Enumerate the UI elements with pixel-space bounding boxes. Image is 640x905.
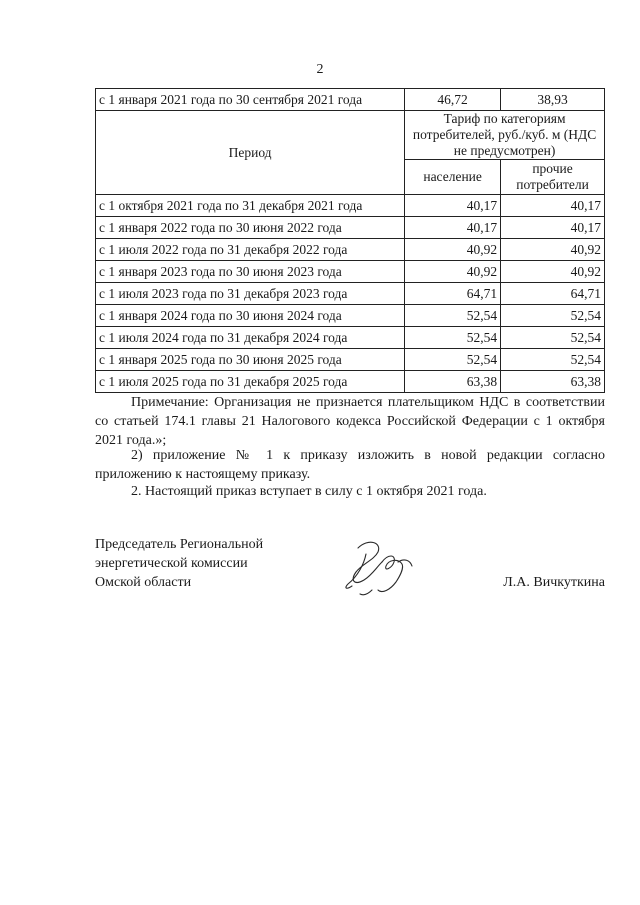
signer-title-line: Председатель Региональной xyxy=(95,537,264,552)
period-cell: с 1 января 2024 года по 30 июня 2024 года xyxy=(96,305,405,327)
table-row xyxy=(96,261,605,283)
other-value: 52,54 xyxy=(501,305,605,327)
period-cell: с 1 января 2022 года по 30 июня 2022 года xyxy=(96,217,405,239)
period-header: Период xyxy=(96,111,405,195)
table-row xyxy=(96,349,605,371)
population-value: 64,71 xyxy=(405,283,501,305)
tariff-table-body xyxy=(96,89,605,195)
table-header-row xyxy=(96,111,605,160)
table-row xyxy=(96,371,605,393)
table-row xyxy=(96,327,605,349)
period-cell: с 1 января 2025 года по 30 июня 2025 года xyxy=(96,349,405,371)
other-value: 40,92 xyxy=(501,261,605,283)
period-cell: с 1 января 2021 года по 30 сентября 2021 года xyxy=(96,89,405,111)
population-value: 46,72 xyxy=(405,89,501,111)
population-value: 40,92 xyxy=(405,239,501,261)
period-cell: с 1 июля 2023 года по 31 декабря 2023 года xyxy=(96,283,405,305)
table-row xyxy=(96,305,605,327)
signer-title-line: Омской области xyxy=(95,575,192,590)
table-row xyxy=(96,283,605,305)
population-value: 63,38 xyxy=(405,371,501,393)
signer-title-line: энергетической комиссии xyxy=(95,556,248,571)
table-row xyxy=(96,239,605,261)
population-value: 40,17 xyxy=(405,217,501,239)
other-value: 38,93 xyxy=(501,89,605,111)
period-cell: с 1 июля 2024 года по 31 декабря 2024 года xyxy=(96,327,405,349)
other-value: 52,54 xyxy=(501,327,605,349)
signature-icon xyxy=(338,532,423,600)
table-row xyxy=(96,217,605,239)
signer-title xyxy=(95,535,263,592)
note-paragraph: Примечание: Организация не признается плательщиком НДС в соответствии со статьей 174.1 главы 21 Налогового кодекса Российской Федерации с 1 октября 2021 года.»; xyxy=(95,395,605,448)
other-value: 52,54 xyxy=(501,349,605,371)
table-row xyxy=(96,89,605,111)
population-value: 52,54 xyxy=(405,305,501,327)
other-value: 63,38 xyxy=(501,371,605,393)
other-value: 40,17 xyxy=(501,217,605,239)
period-cell: с 1 июля 2025 года по 31 декабря 2025 года xyxy=(96,371,405,393)
population-value: 40,92 xyxy=(405,261,501,283)
item-2-paragraph: 2) приложение № 1 к приказу изложить в новой редакции согласно приложению к настоящему приказу. xyxy=(95,448,605,482)
signer-name: Л.А. Вичкуткина xyxy=(503,575,605,590)
tariff-table xyxy=(95,88,605,393)
item-3-paragraph: 2. Настоящий приказ вступает в силу с 1 октября 2021 года. xyxy=(131,484,487,499)
other-header: прочие потребители xyxy=(501,160,605,195)
population-value: 40,17 xyxy=(405,195,501,217)
other-value: 40,17 xyxy=(501,195,605,217)
population-header: население xyxy=(405,160,501,195)
period-cell: с 1 октября 2021 года по 31 декабря 2021 года xyxy=(96,195,405,217)
tariff-rows xyxy=(96,195,605,393)
population-value: 52,54 xyxy=(405,349,501,371)
table-row xyxy=(96,195,605,217)
page-number: 2 xyxy=(316,62,324,77)
population-value: 52,54 xyxy=(405,327,501,349)
period-cell: с 1 января 2023 года по 30 июня 2023 года xyxy=(96,261,405,283)
other-value: 64,71 xyxy=(501,283,605,305)
tariff-header: Тариф по категориям потребителей, руб./куб. м (НДС не предусмотрен) xyxy=(405,111,605,160)
other-value: 40,92 xyxy=(501,239,605,261)
period-cell: с 1 июля 2022 года по 31 декабря 2022 года xyxy=(96,239,405,261)
